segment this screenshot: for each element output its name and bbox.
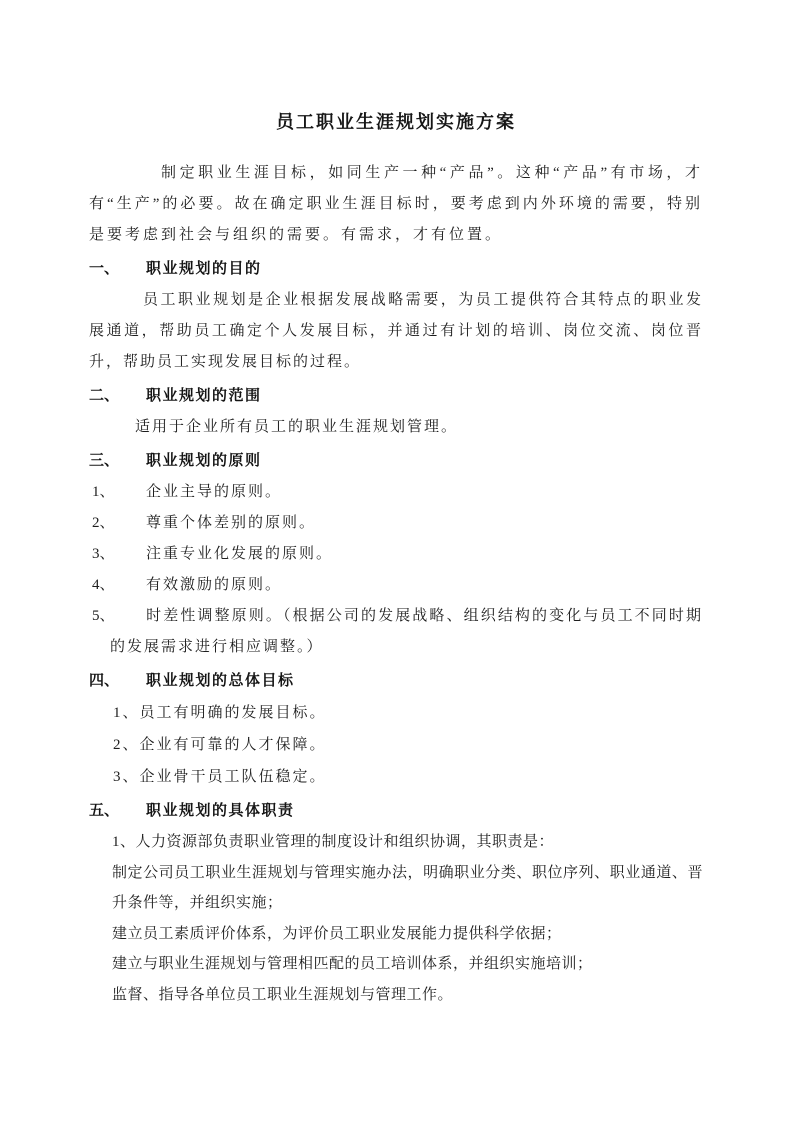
principle-5-number: 5、 (92, 608, 115, 624)
duty-line-5: 监督、指导各单位员工职业生涯规划与管理工作。 (112, 986, 454, 1003)
principle-item-4 (89, 570, 703, 601)
principle-4-number: 4、 (92, 577, 115, 593)
principle-2-number: 2、 (92, 515, 115, 531)
document-title: 员工职业生涯规划实施方案 (276, 112, 516, 132)
principle-3-text: 注重专业化发展的原则。 (146, 546, 334, 562)
section-2-body: 适用于企业所有员工的职业生涯规划管理。 (135, 419, 459, 435)
duty-line-3: 建立员工素质评价体系，为评价员工职业发展能力提供科学依据； (112, 925, 562, 942)
section-4-title: 职业规划的总体目标 (146, 673, 295, 689)
section-1-body: 员工职业规划是企业根据发展战略需要，为员工提供符合其特点的职业发展通道，帮助员工确定个人发展目标，并通过有计划的培训、岗位交流、岗位晋升，帮助员工实现发展目标的过程。 (89, 292, 703, 370)
section-3-heading (89, 446, 703, 477)
section-5-title: 职业规划的具体职责 (146, 803, 295, 819)
section-1-heading (89, 254, 703, 285)
principle-2-text: 尊重个体差别的原则。 (146, 515, 317, 531)
goal-item-2: 2、企业有可靠的人才保障。 (113, 737, 327, 753)
section-2-heading (89, 381, 703, 412)
principle-1-text: 企业主导的原则。 (146, 484, 283, 500)
section-2-title: 职业规划的范围 (146, 388, 262, 404)
principle-4-text: 有效激励的原则。 (146, 577, 283, 593)
principle-item-5 (89, 601, 703, 663)
principle-5-text: 时差性调整原则。（根据公司的发展战略、组织结构的变化与员工不同时期的发展需求进行相应调整。） (110, 608, 703, 655)
section-3-number: 三、 (89, 453, 120, 469)
section-2-number: 二、 (89, 388, 120, 404)
section-1-number: 一、 (89, 261, 120, 277)
intro-paragraph: 制定职业生涯目标，如同生产一种“产品”。这种“产品”有市场，才有“生产”的必要。故在确定职业生涯目标时，要考虑到内外环境的需要，特别是要考虑到社会与组织的需要。有需求，才有位置。 (89, 165, 703, 243)
section-3-title: 职业规划的原则 (146, 453, 262, 469)
section-1-title: 职业规划的目的 (146, 261, 262, 277)
principle-3-number: 3、 (92, 546, 115, 562)
principle-item-1 (89, 477, 703, 508)
section-5-number: 五、 (89, 803, 120, 819)
section-4-heading (89, 666, 703, 697)
duty-line-1: 1、人力资源部负责职业管理的制度设计和组织协调，其职责是： (112, 834, 555, 850)
goal-item-1: 1、员工有明确的发展目标。 (113, 705, 327, 721)
duty-line-2: 制定公司员工职业生涯规划与管理实施办法，明确职业分类、职位序列、职业通道、晋升条件等，并组织实施； (112, 864, 703, 911)
principle-item-3 (89, 539, 703, 570)
principle-item-2 (89, 508, 703, 539)
section-4-number: 四、 (89, 673, 120, 689)
goal-item-3: 3、企业骨干员工队伍稳定。 (113, 769, 327, 785)
section-5-heading (89, 796, 703, 827)
principle-1-number: 1、 (92, 484, 115, 500)
duty-line-4: 建立与职业生涯规划与管理相匹配的员工培训体系，并组织实施培训； (112, 956, 593, 972)
